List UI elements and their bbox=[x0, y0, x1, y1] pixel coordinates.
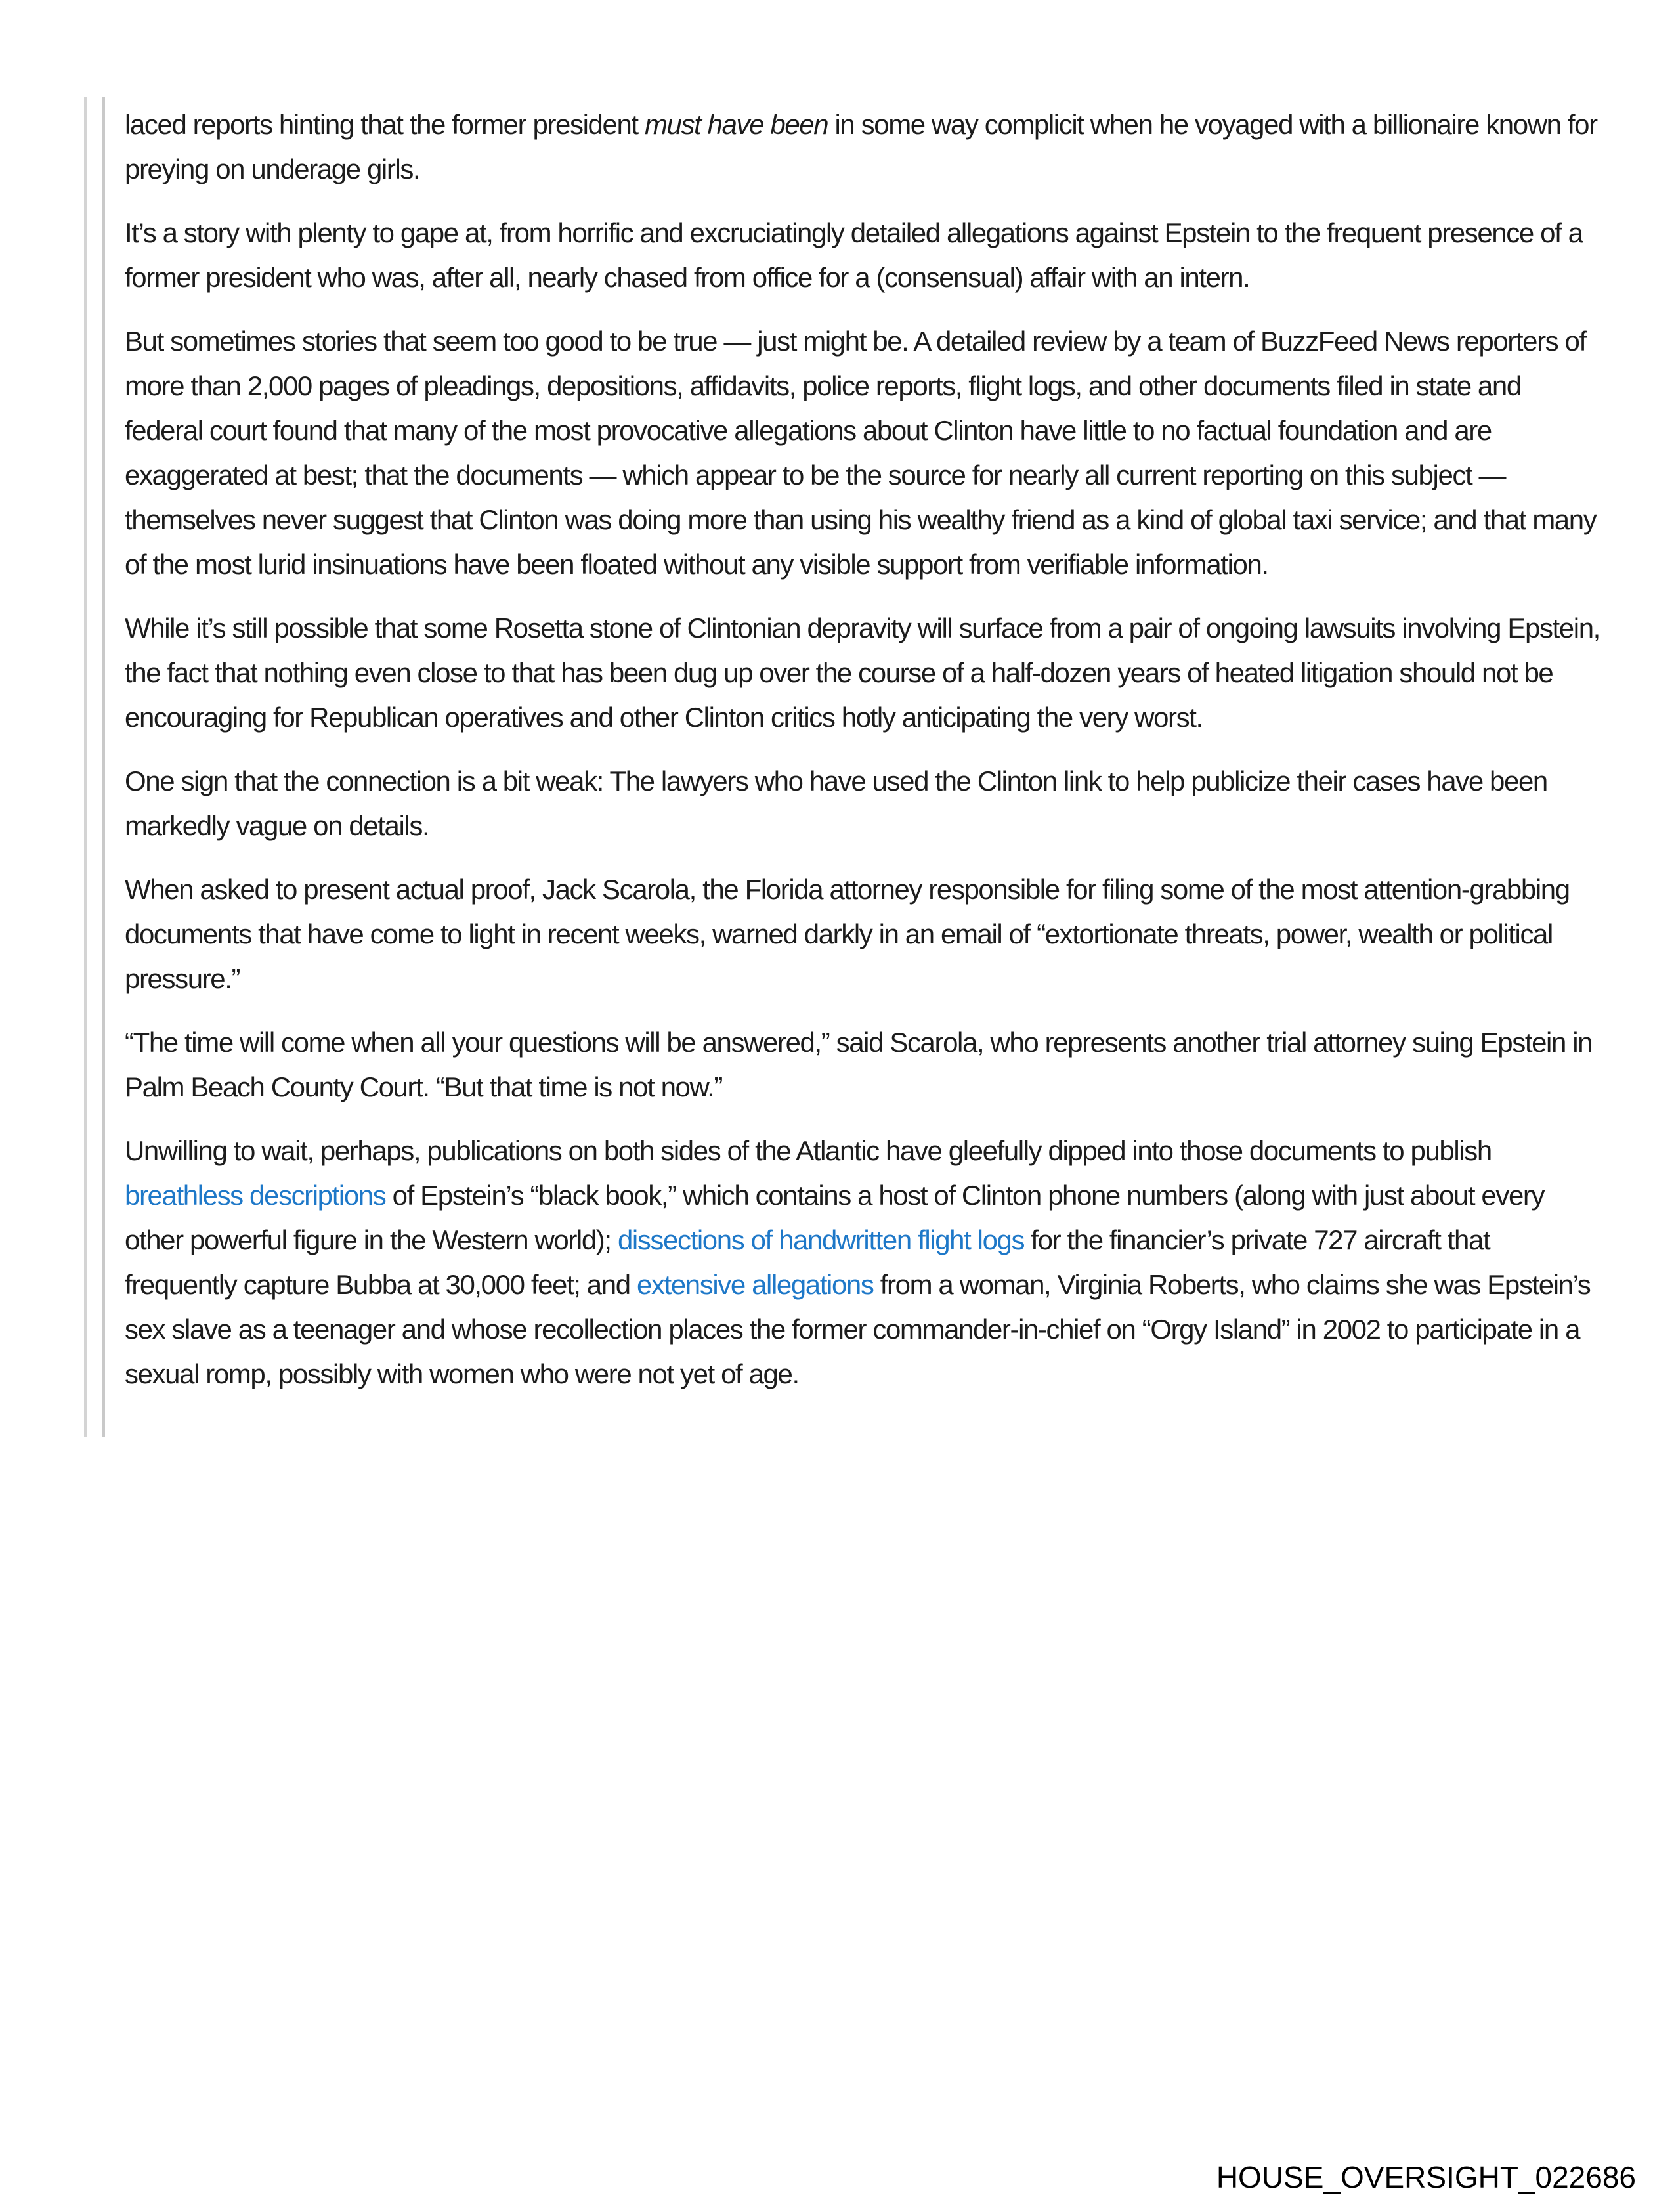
text-segment: from a woman, Virginia Roberts, who claims she was Epstein’s sex slave as a teenager and whose recollection places the former commander-in-chief on “Orgy Island” in 2002 to participate in a sexual romp, possibly with women who were not yet of age. bbox=[125, 1269, 1591, 1389]
text-segment: Unwilling to wait, perhaps, publications on both sides of the Atlantic have gleefully dipped into those documents to publish bbox=[125, 1135, 1492, 1166]
paragraph bbox=[125, 1129, 1602, 1397]
text-segment: One sign that the connection is a bit weak: The lawyers who have used the Clinton link to help publicize their cases have been markedly vague on details. bbox=[125, 766, 1547, 841]
text-segment: But sometimes stories that seem too good to be true — just might be. A detailed review by a team of BuzzFeed News reporters of more than 2,000 pages of pleadings, depositions, affidavits, police reports, flight logs, and other documents filed in state and federal court found that many of the most provocative allegations about Clinton have little to no factual foundation and are exaggerated at best; that the documents — which appear to be the source for nearly all current reporting on this subject — themselves never suggest that Clinton was doing more than using his wealthy friend as a kind of global taxi service; and that many of the most lurid insinuations have been floated without any visible support from verifiable information. bbox=[125, 326, 1597, 580]
text-segment: It’s a story with plenty to gape at, from horrific and excruciatingly detailed allegations against Epstein to the frequent presence of a former president who was, after all, nearly chased from office for a (consensual) affair with an intern. bbox=[125, 217, 1583, 293]
quote-bar-outer bbox=[84, 97, 87, 1437]
paragraph bbox=[125, 606, 1602, 740]
text-segment: for the financier’s private 727 aircraft that frequently capture Bubba at 30,000 feet; and bbox=[125, 1225, 1490, 1300]
bates-stamp: HOUSE_OVERSIGHT_022686 bbox=[1216, 2160, 1636, 2194]
article-body bbox=[125, 102, 1602, 1416]
paragraph bbox=[125, 1020, 1602, 1110]
text-segment: When asked to present actual proof, Jack Scarola, the Florida attorney responsible for filing some of the most attention-grabbing documents that have come to light in recent weeks, warned darkly in an email of “extortionate threats, power, wealth or political pressure.” bbox=[125, 874, 1570, 994]
paragraph bbox=[125, 319, 1602, 587]
text-segment: of Epstein’s “black book,” which contains a host of Clinton phone numbers (along with just about every other powerful figure in the Western world); bbox=[125, 1180, 1545, 1255]
emphasis-must-have-been: must have been bbox=[644, 109, 828, 140]
text-segment: laced reports hinting that the former president bbox=[125, 109, 645, 140]
link-extensive-allegations[interactable]: extensive allegations bbox=[636, 1269, 874, 1300]
quote-bar-inner bbox=[102, 97, 105, 1437]
link-handwritten-flight-logs[interactable]: dissections of handwritten flight logs bbox=[617, 1225, 1025, 1255]
text-segment: in some way complicit when he voyaged with a billionaire known for preying on underage girls. bbox=[125, 109, 1597, 184]
paragraph bbox=[125, 102, 1602, 192]
paragraph bbox=[125, 867, 1602, 1001]
text-segment: “The time will come when all your questions will be answered,” said Scarola, who represents another trial attorney suing Epstein in Palm Beach County Court. “But that time is not now.” bbox=[125, 1027, 1593, 1102]
paragraph bbox=[125, 759, 1602, 848]
text-segment: While it’s still possible that some Rosetta stone of Clintonian depravity will surface from a pair of ongoing lawsuits involving Epstein, the fact that nothing even close to that has been dug up over the course of a half-dozen years of heated litigation should not be encouraging for Republican operatives and other Clinton critics hotly anticipating the very worst. bbox=[125, 613, 1600, 733]
link-breathless-descriptions[interactable]: breathless descriptions bbox=[125, 1180, 386, 1211]
paragraph bbox=[125, 211, 1602, 300]
